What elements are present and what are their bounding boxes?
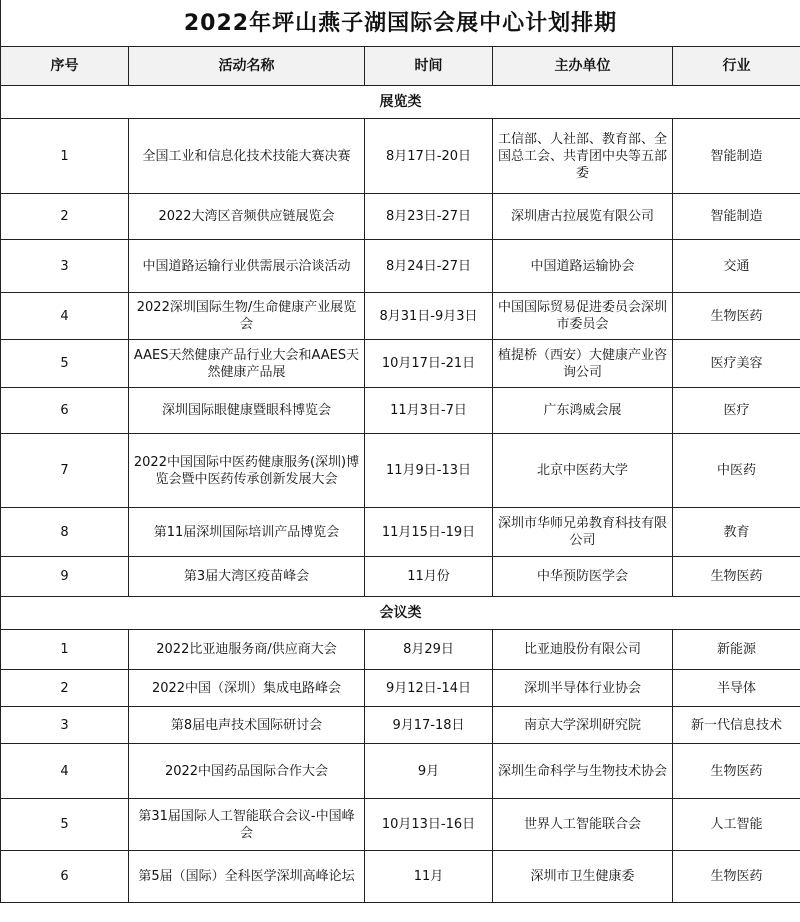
cell-no: 7: [1, 434, 129, 508]
cell-organizer: 中国道路运输协会: [493, 240, 673, 293]
cell-organizer: 中华预防医学会: [493, 557, 673, 597]
cell-industry: 半导体: [673, 670, 800, 707]
page-title: 2022年坪山燕子湖国际会展中心计划排期: [1, 0, 800, 47]
cell-no: 4: [1, 744, 129, 799]
cell-time: 8月24日-27日: [365, 240, 493, 293]
table-row: [1, 240, 800, 293]
cell-no: 5: [1, 340, 129, 388]
cell-event-name: 第8届电声技术国际研讨会: [129, 707, 365, 744]
cell-organizer: 深圳市华师兄弟教育科技有限公司: [493, 508, 673, 557]
cell-industry: 新能源: [673, 630, 800, 670]
cell-industry: 人工智能: [673, 799, 800, 851]
cell-event-name: 2022中国药品国际合作大会: [129, 744, 365, 799]
cell-event-name: 中国道路运输行业供需展示洽谈活动: [129, 240, 365, 293]
cell-industry: 医疗美容: [673, 340, 800, 388]
header-organizer: 主办单位: [493, 47, 673, 86]
cell-industry: 智能制造: [673, 194, 800, 240]
section-title: 会议类: [1, 597, 800, 630]
cell-event-name: 第3届大湾区疫苗峰会: [129, 557, 365, 597]
cell-no: 5: [1, 799, 129, 851]
cell-organizer: 深圳生命科学与生物技术协会: [493, 744, 673, 799]
cell-organizer: 深圳半导体行业协会: [493, 670, 673, 707]
table-row: [1, 119, 800, 194]
header-row: [1, 47, 800, 86]
table-row: [1, 707, 800, 744]
header-time: 时间: [365, 47, 493, 86]
cell-event-name: 2022中国（深圳）集成电路峰会: [129, 670, 365, 707]
section-row: [1, 86, 800, 119]
cell-organizer: 北京中医药大学: [493, 434, 673, 508]
cell-no: 3: [1, 707, 129, 744]
cell-industry: 交通: [673, 240, 800, 293]
cell-organizer: 中国国际贸易促进委员会深圳市委员会: [493, 293, 673, 340]
cell-event-name: 全国工业和信息化技术技能大赛决赛: [129, 119, 365, 194]
section-title: 展览类: [1, 86, 800, 119]
cell-event-name: 2022深圳国际生物/生命健康产业展览会: [129, 293, 365, 340]
cell-time: 8月17日-20日: [365, 119, 493, 194]
table-row: [1, 508, 800, 557]
cell-industry: 医疗: [673, 388, 800, 434]
table-row: [1, 434, 800, 508]
table-row: [1, 388, 800, 434]
cell-no: 4: [1, 293, 129, 340]
cell-no: 1: [1, 630, 129, 670]
cell-organizer: 植提桥（西安）大健康产业咨询公司: [493, 340, 673, 388]
cell-time: 9月: [365, 744, 493, 799]
header-no: 序号: [1, 47, 129, 86]
cell-organizer: 南京大学深圳研究院: [493, 707, 673, 744]
section-row: [1, 597, 800, 630]
cell-time: 9月17-18日: [365, 707, 493, 744]
table-row: [1, 851, 800, 903]
cell-event-name: 2022比亚迪服务商/供应商大会: [129, 630, 365, 670]
cell-industry: 教育: [673, 508, 800, 557]
table-row: [1, 557, 800, 597]
cell-no: 6: [1, 851, 129, 903]
cell-time: 11月: [365, 851, 493, 903]
table-row: [1, 293, 800, 340]
cell-event-name: 第31届国际人工智能联合会议-中国峰会: [129, 799, 365, 851]
cell-industry: 生物医药: [673, 744, 800, 799]
cell-industry: 生物医药: [673, 293, 800, 340]
cell-time: 11月15日-19日: [365, 508, 493, 557]
cell-event-name: 2022中国国际中医药健康服务(深圳)博览会暨中医药传承创新发展大会: [129, 434, 365, 508]
table-row: [1, 340, 800, 388]
cell-industry: 生物医药: [673, 851, 800, 903]
table-row: [1, 630, 800, 670]
table-row: [1, 744, 800, 799]
cell-industry: 新一代信息技术: [673, 707, 800, 744]
cell-no: 8: [1, 508, 129, 557]
cell-time: 9月12日-14日: [365, 670, 493, 707]
cell-organizer: 广东鸿威会展: [493, 388, 673, 434]
cell-time: 11月9日-13日: [365, 434, 493, 508]
cell-organizer: 深圳唐古拉展览有限公司: [493, 194, 673, 240]
table-row: [1, 670, 800, 707]
cell-time: 8月31日-9月3日: [365, 293, 493, 340]
cell-event-name: 第11届深圳国际培训产品博览会: [129, 508, 365, 557]
cell-no: 6: [1, 388, 129, 434]
cell-time: 11月3日-7日: [365, 388, 493, 434]
cell-organizer: 世界人工智能联合会: [493, 799, 673, 851]
cell-no: 2: [1, 670, 129, 707]
cell-organizer: 比亚迪股份有限公司: [493, 630, 673, 670]
cell-time: 10月17日-21日: [365, 340, 493, 388]
cell-industry: 中医药: [673, 434, 800, 508]
cell-event-name: 第5届（国际）全科医学深圳高峰论坛: [129, 851, 365, 903]
cell-organizer: 工信部、人社部、教育部、全国总工会、共青团中央等五部委: [493, 119, 673, 194]
header-industry: 行业: [673, 47, 800, 86]
cell-no: 9: [1, 557, 129, 597]
cell-industry: 智能制造: [673, 119, 800, 194]
cell-event-name: 2022大湾区音频供应链展览会: [129, 194, 365, 240]
table-row: [1, 194, 800, 240]
cell-organizer: 深圳市卫生健康委: [493, 851, 673, 903]
cell-time: 8月23日-27日: [365, 194, 493, 240]
table-row: [1, 799, 800, 851]
cell-no: 2: [1, 194, 129, 240]
cell-time: 10月13日-16日: [365, 799, 493, 851]
cell-no: 1: [1, 119, 129, 194]
cell-industry: 生物医药: [673, 557, 800, 597]
cell-event-name: AAES天然健康产品行业大会和AAES天然健康产品展: [129, 340, 365, 388]
cell-no: 3: [1, 240, 129, 293]
header-name: 活动名称: [129, 47, 365, 86]
cell-event-name: 深圳国际眼健康暨眼科博览会: [129, 388, 365, 434]
cell-time: 11月份: [365, 557, 493, 597]
cell-time: 8月29日: [365, 630, 493, 670]
